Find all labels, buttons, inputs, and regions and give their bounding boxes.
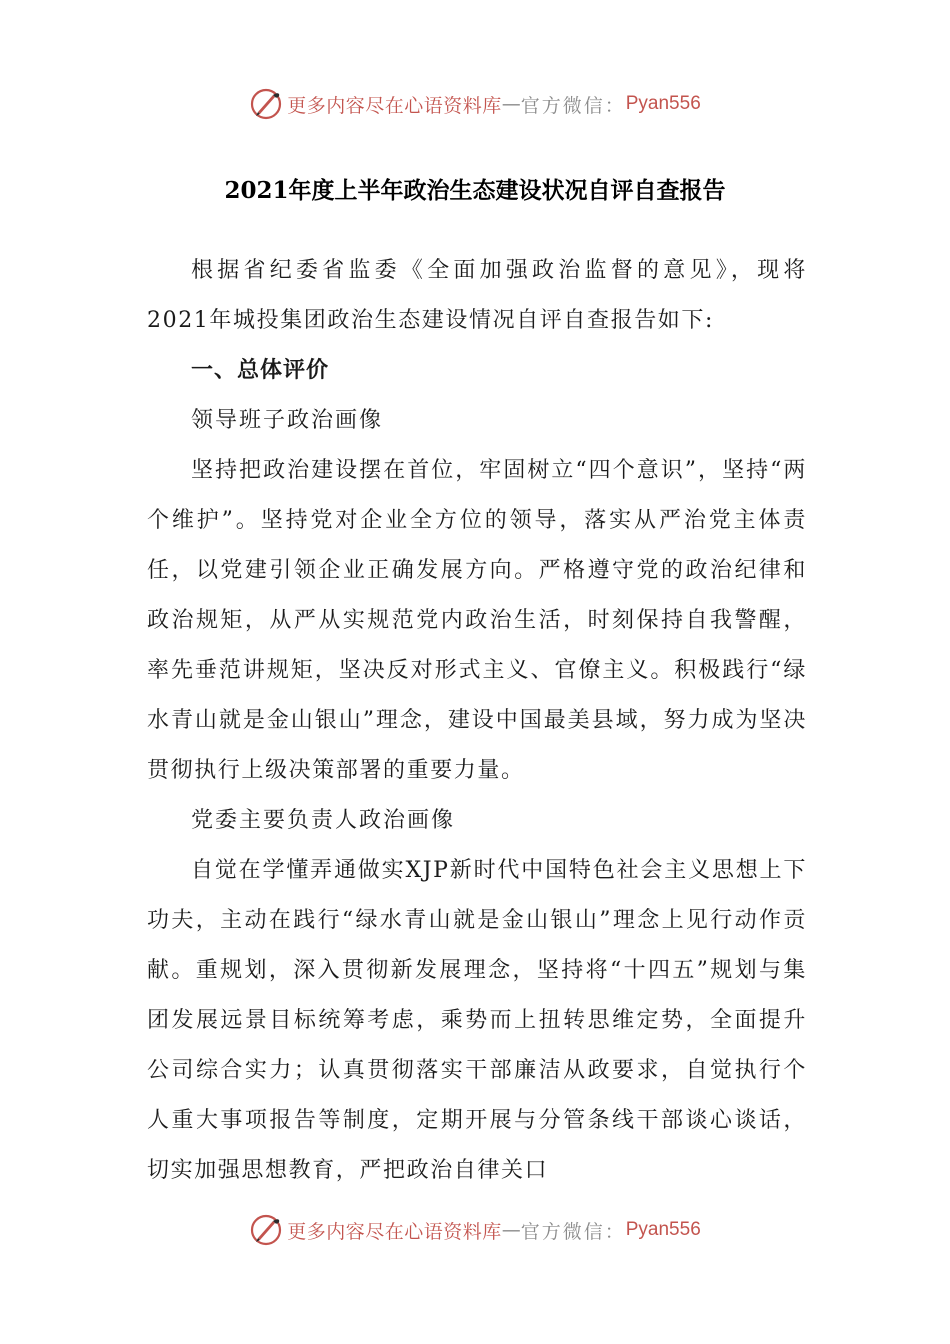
document-body	[147, 246, 807, 1196]
watermark-text: 更多内容尽在心语资料库	[287, 94, 502, 117]
quill-pen-logo-icon	[249, 1213, 283, 1247]
watermark-wechat-id: Pyan556	[625, 1219, 701, 1240]
quill-pen-logo-icon	[249, 87, 283, 121]
footer-watermark	[0, 1210, 950, 1250]
document-title: 2021年度上半年政治生态建设状况自评自查报告	[224, 177, 726, 204]
watermark-text: 更多内容尽在心语资料库	[287, 1220, 502, 1243]
paragraph-intro: 根据省纪委省监委《全面加强政治监督的意见》，现将2021年城投集团政治生态建设情况自评自查报告如下:	[147, 258, 807, 333]
watermark-separator: —	[501, 93, 521, 115]
watermark-label: 官方微信：	[520, 94, 626, 117]
paragraph-leadership-portrait: 坚持把政治建设摆在首位，牢固树立“四个意识”，坚持“两个维护”。坚持党对企业全方位的领导，落实从严治党主体责任，以党建引领企业正确发展方向。严格遵守党的政治纪律和政治规矩，从严从实规范党内政治生活，时刻保持自我警醒，率先垂范讲规矩，坚决反对形式主义、官僚主义。积极践行“绿水青山就是金山银山”理念，建设中国最美县域，努力成为坚决贯彻执行上级决策部署的重要力量。	[147, 458, 807, 783]
subheading-leadership-portrait: 领导班子政治画像	[191, 408, 384, 433]
watermark-wechat-id: Pyan556	[625, 93, 701, 114]
section-heading-overall-evaluation: 一、总体评价	[191, 358, 330, 383]
watermark-label: 官方微信：	[520, 1220, 626, 1243]
watermark-separator: —	[501, 1219, 521, 1241]
header-watermark	[0, 84, 950, 124]
paragraph-party-secretary-portrait: 自觉在学懂弄通做实XJP新时代中国特色社会主义思想上下功夫，主动在践行“绿水青山就是金山银山”理念上见行动作贡献。重规划，深入贯彻新发展理念，坚持将“十四五”规划与集团发展远景目标统筹考虑，乘势而上扭转思维定势，全面提升公司综合实力；认真贯彻落实干部廉洁从政要求，自觉执行个人重大事项报告等制度，定期开展与分管条线干部谈心谈话，切实加强思想教育，严把政治自律关口	[147, 858, 807, 1183]
subheading-party-secretary-portrait: 党委主要负责人政治画像	[191, 808, 456, 833]
